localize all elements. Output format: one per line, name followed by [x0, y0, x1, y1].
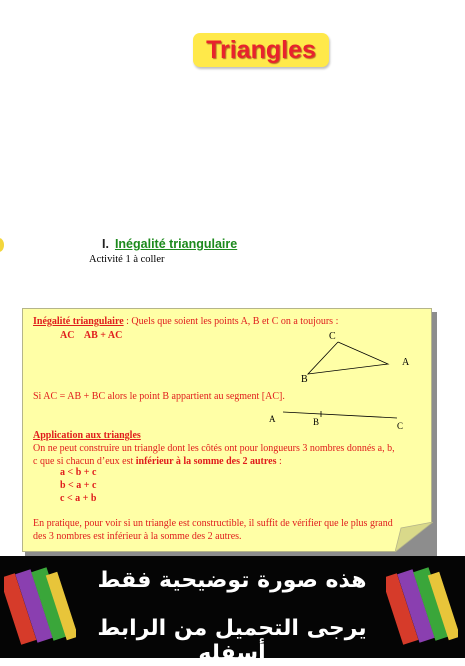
banner-line-1: هذه صورة توضيحية فقط [97, 568, 367, 593]
fig2-label-b: B [313, 417, 320, 427]
fig2-label-c: C [397, 421, 404, 431]
section-heading [102, 237, 237, 251]
practice-line-1: En pratique, pour voir si un triangle est constructible, il suffit de vérifier que le plus grand [33, 518, 393, 529]
application-heading: Application aux triangles [33, 430, 141, 441]
activity-note: Activité 1 à coller [89, 254, 165, 265]
fig1-label-c: C [329, 331, 336, 342]
inequality-2: b < a + c [60, 480, 97, 491]
inequality-formula: AC AB + AC [60, 330, 123, 341]
application-line-2-bold: inférieur à la somme des 2 autres [135, 456, 277, 467]
fig1-label-a: A [402, 357, 410, 368]
fig1-label-b: B [301, 374, 308, 385]
application-line-2-end: : [276, 456, 282, 467]
watermark-banner [0, 556, 465, 666]
banner-line-2: يرجى التحميل من الرابط أسفله [97, 616, 367, 666]
section-number: I. [102, 237, 109, 251]
application-line-2-start: c que si chacun d’eux est [33, 456, 136, 467]
application-line-2 [33, 456, 282, 467]
inequality-3: c < a + b [60, 493, 97, 504]
fig2-label-a: A [269, 414, 276, 424]
collinear-figure [275, 408, 405, 428]
practice-line-2: des 3 nombres est inférieur à la somme des 2 autres. [33, 531, 242, 542]
books-icon-right [386, 564, 458, 650]
inequality-1: a < b + c [60, 467, 97, 478]
decorative-dot [0, 238, 4, 252]
triangle-figure [290, 326, 420, 388]
equality-statement: Si AC = AB + BC alors le point B appartient au segment [AC]. [33, 391, 285, 402]
inequality-text: : Quels que soient les points A, B et C on a toujours : [123, 316, 339, 327]
inequality-label: Inégalité triangulaire [33, 316, 124, 327]
section-title: Inégalité triangulaire [114, 237, 238, 251]
application-line-1: On ne peut construire un triangle dont les côtés ont pour longueurs 3 nombres donnés a, b, [33, 443, 395, 454]
page-title: Triangles [193, 33, 329, 67]
books-icon-left [4, 564, 76, 650]
page-fold-corner [395, 522, 433, 552]
